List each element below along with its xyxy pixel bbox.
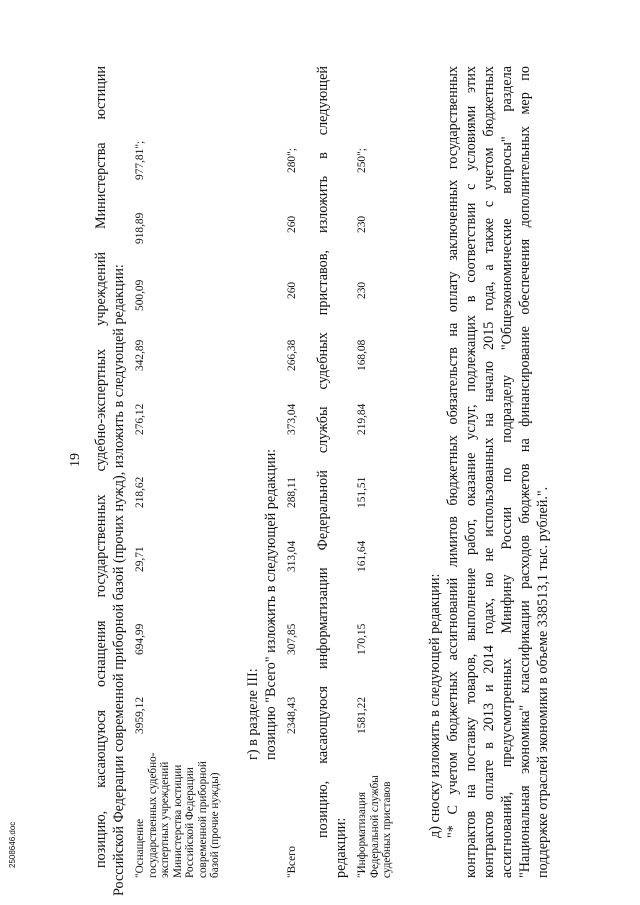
info-line-2: редакции: xyxy=(333,817,349,878)
row1-value: 276,12 xyxy=(134,403,146,435)
page-number: 19 xyxy=(68,453,83,467)
row2-value: 307,85 xyxy=(286,623,298,655)
row3-value: 168,08 xyxy=(356,339,368,371)
intro-line-2: Российской Федерации современной приборной базой (прочих нужд), изложить в следующей редакции: xyxy=(111,264,127,896)
footer-filename: 2508646.doc xyxy=(8,821,17,868)
row2-value: 280"; xyxy=(286,148,298,173)
info-line-1: позицию, касающуюся информатизации Федеральной службы судебных приставов, изложить в следующей xyxy=(315,66,331,838)
row2-value: 260 xyxy=(286,281,298,299)
rotated-content xyxy=(60,66,551,896)
row3-value: 170,15 xyxy=(356,623,368,655)
row1-label: "Оснащение государственных судебно- экспертных учреждений Министерства юстиции Российской Федерации современной приборной базой (прочие нужды) xyxy=(134,752,221,878)
footnote-line: контрактов на поставку товаров, выполнение работ, оказание услуг, подлежащих в соответствии с условиями этих xyxy=(463,66,479,878)
row1-value: 918,89 xyxy=(134,212,146,244)
row1-value: 977,81"; xyxy=(134,140,146,180)
row3-value: 250"; xyxy=(356,148,368,173)
row1-value: 29,71 xyxy=(134,546,146,572)
row1-value: 500,09 xyxy=(134,279,146,311)
row3-value: 161,64 xyxy=(356,540,368,572)
footnote-line: контрактов оплате в 2013 и 2014 годах, но не использованных на начало 2015 года, а также с учетом бюджетных xyxy=(481,66,497,878)
footnote-line: "* С учетом бюджетных ассигнований лимитов бюджетных обязательств на оплату заключенных государственных xyxy=(445,66,461,838)
row2-value: 260 xyxy=(286,215,298,233)
item-d: д) сноску изложить в следующей редакции: xyxy=(427,573,443,838)
row3-label: "Информатизация Федеральной службы судебных приставов xyxy=(356,775,393,878)
row2-value: 288,11 xyxy=(286,477,298,508)
row2-value: 2348,43 xyxy=(286,696,298,734)
row3-value: 151,51 xyxy=(356,476,368,508)
row3-value: 230 xyxy=(356,215,368,233)
row3-value: 1581,22 xyxy=(356,696,368,734)
row2-value: 313,04 xyxy=(286,540,298,572)
item-g: г) в разделе III: xyxy=(245,668,261,760)
row3-value: 219,84 xyxy=(356,403,368,435)
row1-value: 342,89 xyxy=(134,339,146,371)
row2-label: "Всего xyxy=(286,845,298,878)
row3-value: 230 xyxy=(356,281,368,299)
footnote-line: поддержке отраслей экономики в объеме 338513,1 тыс. рублей.". xyxy=(535,486,551,878)
footnote-line: "Национальная экономика" классификации расходов бюджетов на финансирование обеспечения дополнительных мер по xyxy=(517,66,533,878)
intro-line-1: позицию, касающуюся оснащения государственных судебно-экспертных учреждений Министерства юстиции xyxy=(93,66,109,868)
total-intro: позицию "Всего" изложить в следующей редакции: xyxy=(263,448,279,760)
footnote-line: ассигнований, предусмотренных Минфину России по подразделу "Общеэкономические вопросы" раздела xyxy=(499,66,515,878)
row2-value: 266,38 xyxy=(286,339,298,371)
row1-value: 3959,12 xyxy=(134,696,146,734)
row1-value: 218,62 xyxy=(134,476,146,508)
row1-value: 694,99 xyxy=(134,623,146,655)
row2-value: 373,04 xyxy=(286,403,298,435)
